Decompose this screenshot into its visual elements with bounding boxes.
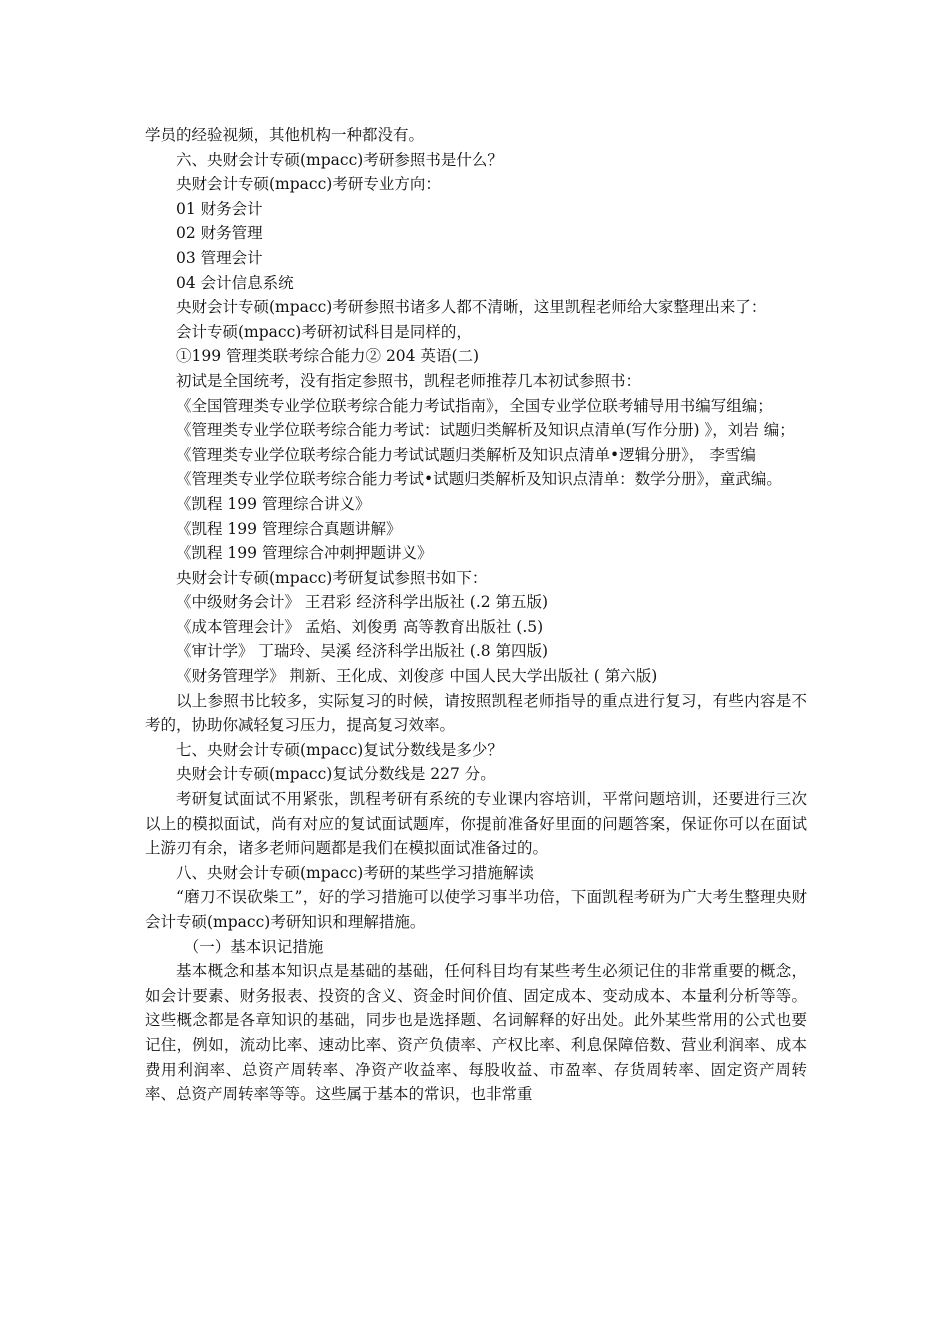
paragraph: 央财会计专硕(mpacc)考研专业方向： [176, 175, 441, 194]
book-item: 《管理类专业学位联考综合能力考试：试题归类解析及知识点清单(写作分册) 》，刘岩 编； [176, 421, 795, 440]
paragraph: 考研复试面试不用紧张，凯程考研有系统的专业课内容培训，平常问题培训，还要进行三次以上的模拟面试，尚有对应的复试面试题库，你提前准备好里面的问题答案，保证你可以在面试上游刃有余，诸多老师问题都是我们在模拟面试准备过的。 [145, 790, 807, 858]
book-item: 《凯程 199 管理综合冲刺押题讲义》 [176, 544, 433, 563]
book-item: 《中级财务会计》 王君彩 经济科学出版社 (.2 第五版) [176, 593, 549, 612]
paragraph: 会计专硕(mpacc)考研初试科目是同样的， [176, 322, 472, 341]
book-item: 《管理类专业学位联考综合能力考试•试题归类解析及知识点清单：数学分册》，童武编。 [176, 470, 782, 489]
list-item: 03 管理会计 [176, 248, 263, 267]
section-heading-8: 八、央财会计专硕(mpacc)考研的某些学习措施解读 [176, 863, 534, 882]
book-item: 《管理类专业学位联考综合能力考试试题归类解析及知识点清单•逻辑分册》， 李雪编 [176, 445, 756, 464]
list-item: 02 财务管理 [176, 224, 263, 243]
book-item: 《审计学》 丁瑞玲、吴溪 经济科学出版社 (.8 第四版) [176, 642, 549, 661]
book-item: 《全国管理类专业学位联考综合能力考试指南》，全国专业学位联考辅导用书编写组编； [176, 396, 773, 415]
book-item: 《财务管理学》 荆新、王化成、刘俊彦 中国人民大学出版社 ( 第六版) [176, 667, 658, 686]
book-item: 《凯程 199 管理综合讲义》 [176, 494, 371, 513]
section-heading-6: 六、央财会计专硕(mpacc)考研参照书是什么？ [176, 150, 503, 169]
list-item: 01 财务会计 [176, 199, 263, 218]
paragraph: 央财会计专硕(mpacc)考研参照书诸多人都不清晰，这里凯程老师给大家整理出来了： [176, 298, 767, 317]
section-heading-7: 七、央财会计专硕(mpacc)复试分数线是多少？ [176, 740, 503, 759]
paragraph: ①199 管理类联考综合能力② 204 英语(二) [176, 347, 480, 366]
paragraph: 央财会计专硕(mpacc)考研复试参照书如下： [176, 568, 488, 587]
paragraph: “磨刀不误砍柴工”，好的学习措施可以使学习事半功倍，下面凯程考研为广大考生整理央财会计专硕(mpacc)考研知识和理解措施。 [145, 888, 807, 931]
document-page [145, 123, 807, 1107]
paragraph: 以上参照书比较多，实际复习的时候，请按照凯程老师指导的重点进行复习，有些内容是不考的，协助你减轻复习压力，提高复习效率。 [145, 691, 807, 735]
paragraph: 学员的经验视频，其他机构一种都没有。 [145, 126, 425, 144]
paragraph: 基本概念和基本知识点是基础的基础，任何科目均有某些考生必须记住的非常重要的概念，如会计要素、财务报表、投资的含义、资金时间价值、固定成本、变动成本、本量利分析等等。这些概念都是各章知识的基础，同步也是选择题、名词解释的好出处。此外某些常用的公式也要记住，例如，流动比率、速动比率、资产负债率、产权比率、利息保障倍数、营业利润率、成本费用利润率、总资产周转率、净资产收益率、每股收益、市盈率、存货周转率、固定资产周转率、总资产周转率等等。这些属于基本的常识，也非常重 [145, 962, 807, 1104]
book-item: 《成本管理会计》 孟焰、刘俊勇 高等教育出版社 (.5) [176, 617, 544, 636]
list-item: 04 会计信息系统 [176, 273, 294, 292]
paragraph: 初试是全国统考，没有指定参照书，凯程老师推荐几本初试参照书： [176, 371, 642, 390]
book-item: 《凯程 199 管理综合真题讲解》 [176, 519, 402, 538]
paragraph: 央财会计专硕(mpacc)复试分数线是 227 分。 [176, 765, 496, 784]
subsection-heading: （一）基本识记措施 [183, 937, 324, 956]
